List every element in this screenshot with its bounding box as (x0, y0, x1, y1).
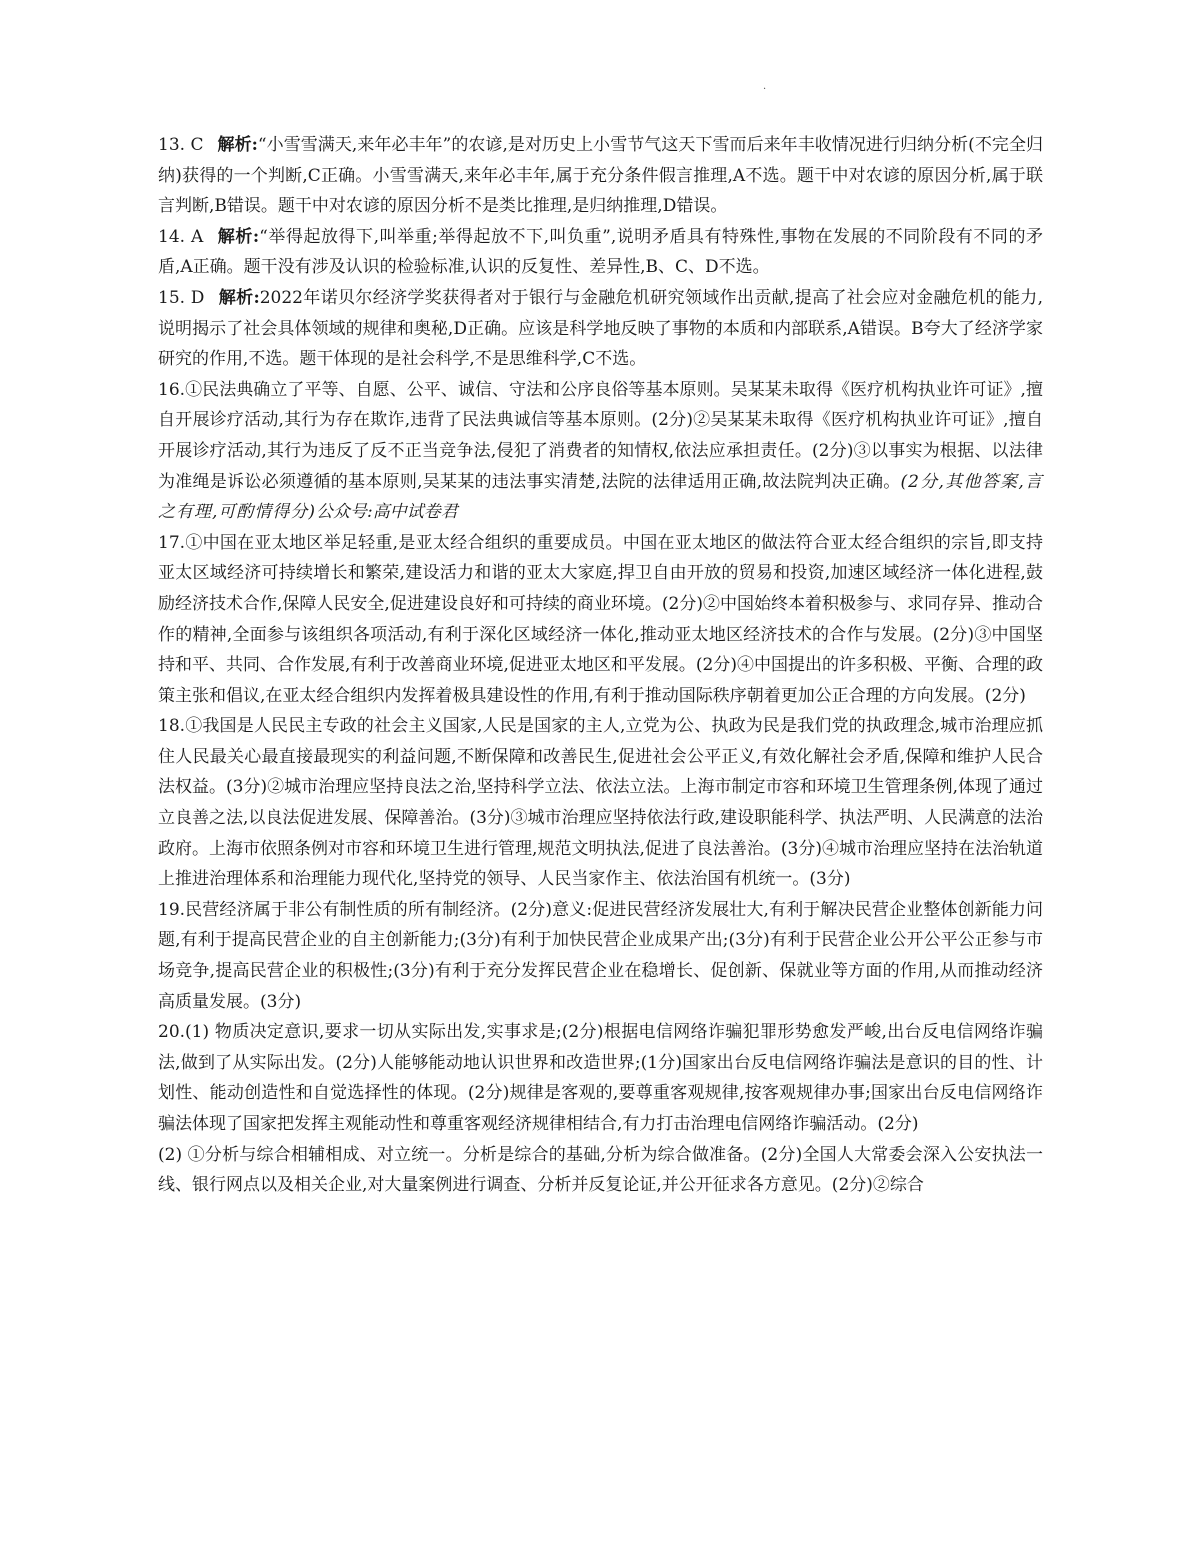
item-text: (2) ①分析与综合相辅相成、对立统一。分析是综合的基础,分析为综合做准备。(2分)全国人大常委会深入公安执法一线、银行网点以及相关企业,对大量案例进行调查、分析并反复论证,并公开征求各方意见。(2分)②综合 (158, 1144, 1043, 1196)
answer-item-20-part-2 (158, 1140, 1043, 1201)
item-text: ①民法典确立了平等、自愿、公平、诚信、守法和公序良俗等基本原则。吴某某未取得《医疗机构执业许可证》,擅自开展诊疗活动,其行为存在欺诈,违背了民法典诚信等基本原则。(2分)②吴某某未取得《医疗机构执业许可证》,擅自开展诊疗活动,其行为违反了反不正当竞争法,侵犯了消费者的知情权,依法应承担责任。(2分)③以事实为根据、以法律为准绳是诉讼必须遵循的基本原则,吴某某的违法事实清楚,法院的法律适用正确,故法院判决正确。 (158, 379, 1043, 492)
item-text: ①我国是人民民主专政的社会主义国家,人民是国家的主人,立党为公、执政为民是我们党的执政理念,城市治理应抓住人民最关心最直接最现实的利益问题,不断保障和改善民生,促进社会公平正义,有效化解社会矛盾,保障和维护人民合法权益。(3分)②城市治理应坚持良法之治,坚持科学立法、依法立法。上海市制定市容和环境卫生管理条例,体现了通过立良善之法,以良法促进发展、保障善治。(3分)③城市治理应坚持依法行政,建设职能科学、执法严明、人民满意的法治政府。上海市依照条例对市容和环境卫生进行管理,规范文明执法,促进了良法善治。(3分)④城市治理应坚持在法治轨道上推进治理体系和治理能力现代化,坚持党的领导、人民当家作主、依法治国有机统一。(3分) (158, 716, 1043, 890)
answer-content (158, 130, 1043, 1201)
scoring-note: (2分,其他答案,言之有理,可酌情得分) (158, 471, 1043, 523)
item-text: 民营经济属于非公有制性质的所有制经济。(2分)意义:促进民营经济发展壮大,有利于解决民营企业整体创新能力问题,有利于提高民营企业的自主创新能力;(3分)有利于加快民营企业成果产出;(3分)有利于民营企业公开公平公正参与市场竞争,提高民营企业的积极性;(3分)有利于充分发挥民营企业在稳增长、促创新、保就业等方面的作用,从而推动经济高质量发展。(3分) (158, 899, 1043, 1012)
answer-item-13 (158, 130, 1043, 222)
item-number: 20. (158, 1022, 186, 1043)
answer-item-17 (158, 528, 1043, 712)
item-number: 17. (158, 532, 186, 553)
answer-item-16 (158, 375, 1043, 528)
item-text: (1) 物质决定意识,要求一切从实际出发,实事求是;(2分)根据电信网络诈骗犯罪形势愈发严峻,出台反电信网络诈骗法,做到了从实际出发。(2分)人能够能动地认识世界和改造世界;(1分)国家出台反电信网络诈骗法是意识的目的性、计划性、能动创造性和自觉选择性的体现。(2分)规律是客观的,要尊重客观规律,按客观规律办事;国家出台反电信网络诈骗法体现了国家把发挥主观能动性和尊重客观经济规律相结合,有力打击治理电信网络诈骗活动。(2分) (158, 1022, 1043, 1134)
analysis-label: 解析: (217, 226, 260, 247)
item-number: 16. (158, 379, 186, 400)
item-number: 15. D (158, 287, 205, 308)
answer-item-20-part-1 (158, 1017, 1043, 1139)
item-number: 18. (158, 716, 186, 737)
item-text: “举得起放得下,叫举重;举得起放不下,叫负重”,说明矛盾具有特殊性,事物在发展的不同阶段有不同的矛盾,A正确。题干没有涉及认识的检验标准,认识的反复性、差异性,B、C、D不选。 (158, 226, 1044, 278)
item-number: 13. C (158, 135, 204, 155)
item-number: 19. (158, 899, 186, 920)
item-text: “小雪雪满天,来年必丰年”的农谚,是对历史上小雪节气这天下雪而后来年丰收情况进行归纳分析(不完全归纳)获得的一个判断,C正确。小雪雪满天,来年必丰年,属于充分条件假言推理,A不选。题干中对农谚的原因分析,属于联言判断,B错误。题干中对农谚的原因分析不是类比推理,是归纳推理,D错误。 (158, 135, 1043, 217)
item-number: 14. A (158, 226, 204, 247)
page-top-mark: · (763, 84, 767, 95)
answer-item-18 (158, 711, 1043, 895)
answer-item-14 (158, 222, 1043, 283)
source-footer: 公众号:高中试卷君 (316, 502, 458, 523)
item-text: ①中国在亚太地区举足轻重,是亚太经合组织的重要成员。中国在亚太地区的做法符合亚太经合组织的宗旨,即支持亚太区域经济可持续增长和繁荣,建设活力和谐的亚太大家庭,捍卫自由开放的贸易和投资,加速区域经济一体化进程,鼓励经济技术合作,保障人民安全,促进建设良好和可持续的商业环境。(2分)②中国始终本着积极参与、求同存异、推动合作的精神,全面参与该组织各项活动,有利于深化区域经济一体化,推动亚太地区经济技术的合作与发展。(2分)③中国坚持和平、共同、合作发展,有利于改善商业环境,促进亚太地区和平发展。(2分)④中国提出的许多积极、平衡、合理的政策主张和倡议,在亚太经合组织内发挥着极具建设性的作用,有利于推动国际秩序朝着更加公正合理的方向发展。(2分) (158, 532, 1043, 706)
answer-item-19 (158, 895, 1043, 1017)
answer-item-15 (158, 283, 1043, 375)
analysis-label: 解析: (218, 287, 260, 308)
analysis-label: 解析: (217, 135, 258, 155)
item-text: 2022年诺贝尔经济学奖获得者对于银行与金融危机研究领域作出贡献,提高了社会应对金融危机的能力,说明揭示了社会具体领域的规律和奥秘,D正确。应该是科学地反映了事物的本质和内部联系,A错误。B夸大了经济学家研究的作用,不选。题干体现的是社会科学,不是思维科学,C不选。 (158, 287, 1043, 370)
